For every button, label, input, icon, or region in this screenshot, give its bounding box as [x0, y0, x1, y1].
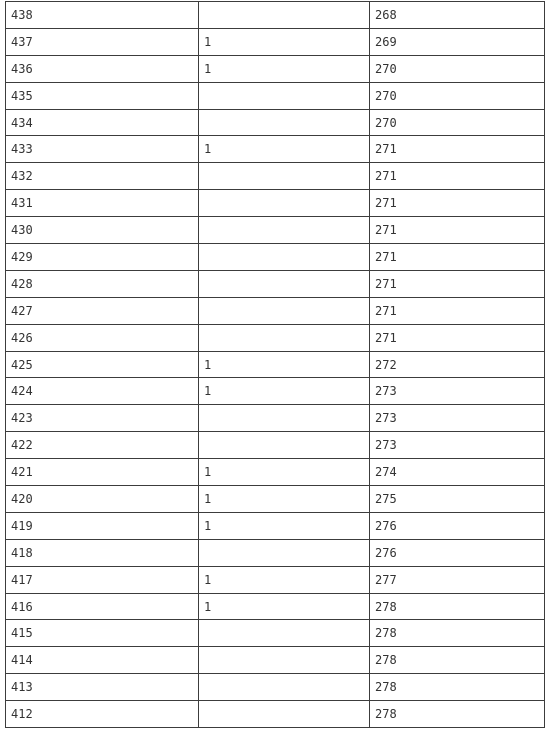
- score-cell: 431: [6, 190, 199, 217]
- count-cell: 1: [199, 566, 370, 593]
- count-cell: 1: [199, 55, 370, 82]
- table-row: [6, 2, 545, 29]
- score-cell: 415: [6, 620, 199, 647]
- cumulative-cell: 271: [370, 217, 545, 244]
- score-cell: 413: [6, 674, 199, 701]
- cumulative-cell: 278: [370, 647, 545, 674]
- table-row: [6, 620, 545, 647]
- table-row: [6, 432, 545, 459]
- cumulative-cell: 270: [370, 55, 545, 82]
- score-cell: 436: [6, 55, 199, 82]
- score-cell: 412: [6, 701, 199, 728]
- count-cell: [199, 109, 370, 136]
- cumulative-cell: 271: [370, 190, 545, 217]
- score-cell: 430: [6, 217, 199, 244]
- score-cell: 425: [6, 351, 199, 378]
- count-cell: [199, 432, 370, 459]
- count-cell: [199, 324, 370, 351]
- table-row: [6, 405, 545, 432]
- table-row: [6, 82, 545, 109]
- score-cell: 424: [6, 378, 199, 405]
- score-table: [5, 1, 545, 728]
- count-cell: 1: [199, 378, 370, 405]
- count-cell: [199, 217, 370, 244]
- count-cell: 1: [199, 486, 370, 513]
- score-cell: 434: [6, 109, 199, 136]
- cumulative-cell: 278: [370, 674, 545, 701]
- count-cell: [199, 244, 370, 271]
- count-cell: [199, 701, 370, 728]
- cumulative-cell: 273: [370, 432, 545, 459]
- cumulative-cell: 273: [370, 378, 545, 405]
- count-cell: [199, 620, 370, 647]
- count-cell: [199, 405, 370, 432]
- count-cell: 1: [199, 351, 370, 378]
- count-cell: [199, 674, 370, 701]
- count-cell: 1: [199, 459, 370, 486]
- score-cell: 429: [6, 244, 199, 271]
- cumulative-cell: 276: [370, 539, 545, 566]
- table-row: [6, 674, 545, 701]
- count-cell: [199, 647, 370, 674]
- cumulative-cell: 269: [370, 28, 545, 55]
- cumulative-cell: 271: [370, 324, 545, 351]
- score-cell: 432: [6, 163, 199, 190]
- cumulative-cell: 272: [370, 351, 545, 378]
- count-cell: 1: [199, 593, 370, 620]
- count-cell: [199, 2, 370, 29]
- table-row: [6, 459, 545, 486]
- cumulative-cell: 271: [370, 136, 545, 163]
- count-cell: [199, 163, 370, 190]
- table-row: [6, 28, 545, 55]
- table-row: [6, 486, 545, 513]
- score-cell: 417: [6, 566, 199, 593]
- score-cell: 433: [6, 136, 199, 163]
- count-cell: 1: [199, 136, 370, 163]
- cumulative-cell: 274: [370, 459, 545, 486]
- score-cell: 423: [6, 405, 199, 432]
- cumulative-cell: 273: [370, 405, 545, 432]
- table-row: [6, 163, 545, 190]
- table-row: [6, 647, 545, 674]
- score-cell: 428: [6, 270, 199, 297]
- cumulative-cell: 278: [370, 593, 545, 620]
- cumulative-cell: 278: [370, 701, 545, 728]
- cumulative-cell: 271: [370, 270, 545, 297]
- count-cell: [199, 190, 370, 217]
- score-cell: 422: [6, 432, 199, 459]
- score-cell: 416: [6, 593, 199, 620]
- table-row: [6, 55, 545, 82]
- table-row: [6, 297, 545, 324]
- table-row: [6, 109, 545, 136]
- table-row: [6, 701, 545, 728]
- count-cell: 1: [199, 512, 370, 539]
- table-row: [6, 136, 545, 163]
- score-cell: 426: [6, 324, 199, 351]
- table-row: [6, 270, 545, 297]
- cumulative-cell: 275: [370, 486, 545, 513]
- cumulative-cell: 268: [370, 2, 545, 29]
- table-row: [6, 566, 545, 593]
- cumulative-cell: 278: [370, 620, 545, 647]
- cumulative-cell: 270: [370, 82, 545, 109]
- count-cell: [199, 270, 370, 297]
- table-row: [6, 593, 545, 620]
- score-cell: 438: [6, 2, 199, 29]
- score-cell: 437: [6, 28, 199, 55]
- table-row: [6, 190, 545, 217]
- table-row: [6, 244, 545, 271]
- table-row: [6, 512, 545, 539]
- score-cell: 435: [6, 82, 199, 109]
- table-row: [6, 217, 545, 244]
- score-cell: 414: [6, 647, 199, 674]
- cumulative-cell: 271: [370, 244, 545, 271]
- score-cell: 421: [6, 459, 199, 486]
- score-cell: 418: [6, 539, 199, 566]
- count-cell: 1: [199, 28, 370, 55]
- count-cell: [199, 82, 370, 109]
- table-row: [6, 539, 545, 566]
- cumulative-cell: 270: [370, 109, 545, 136]
- cumulative-cell: 277: [370, 566, 545, 593]
- table-row: [6, 378, 545, 405]
- cumulative-cell: 276: [370, 512, 545, 539]
- count-cell: [199, 297, 370, 324]
- table-row: [6, 351, 545, 378]
- score-cell: 420: [6, 486, 199, 513]
- table-body: [6, 2, 545, 728]
- table-row: [6, 324, 545, 351]
- cumulative-cell: 271: [370, 297, 545, 324]
- score-cell: 427: [6, 297, 199, 324]
- count-cell: [199, 539, 370, 566]
- score-cell: 419: [6, 512, 199, 539]
- cumulative-cell: 271: [370, 163, 545, 190]
